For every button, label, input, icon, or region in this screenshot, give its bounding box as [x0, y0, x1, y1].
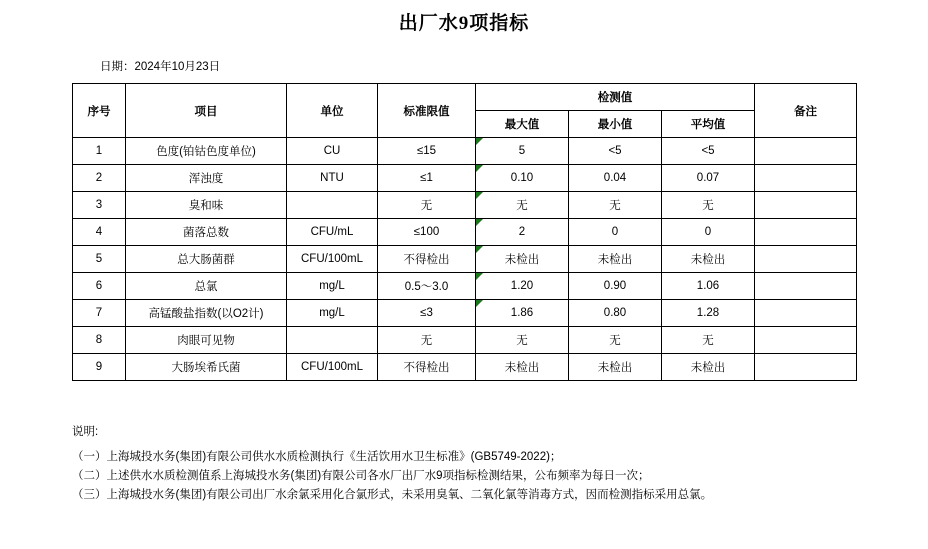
cell-limit: 无 — [378, 327, 476, 354]
cell-limit: ≤15 — [378, 138, 476, 165]
cell-no: 1 — [73, 138, 126, 165]
header-no: 序号 — [73, 84, 126, 138]
cell-item: 色度(铂钴色度单位) — [126, 138, 287, 165]
cell-no: 8 — [73, 327, 126, 354]
corner-marker-icon — [476, 246, 483, 253]
cell-min: 0 — [569, 219, 662, 246]
cell-max: 未检出 — [476, 246, 569, 273]
cell-max: 未检出 — [476, 354, 569, 381]
cell-item: 高锰酸盐指数(以O2计) — [126, 300, 287, 327]
cell-max: 无 — [476, 192, 569, 219]
cell-limit: ≤1 — [378, 165, 476, 192]
cell-remark — [755, 273, 857, 300]
header-avg: 平均值 — [662, 111, 755, 138]
cell-min: 0.04 — [569, 165, 662, 192]
cell-max: 1.20 — [476, 273, 569, 300]
cell-limit: 无 — [378, 192, 476, 219]
header-item: 项目 — [126, 84, 287, 138]
header-remark: 备注 — [755, 84, 857, 138]
cell-min: <5 — [569, 138, 662, 165]
cell-remark — [755, 138, 857, 165]
water-quality-table — [72, 83, 857, 381]
table-row — [73, 165, 857, 192]
cell-min: 0.80 — [569, 300, 662, 327]
cell-no: 7 — [73, 300, 126, 327]
header-limit: 标准限值 — [378, 84, 476, 138]
corner-marker-icon — [476, 273, 483, 280]
cell-limit: 0.5～3.0 — [378, 273, 476, 300]
table-row — [73, 300, 857, 327]
cell-limit: 不得检出 — [378, 246, 476, 273]
cell-no: 9 — [73, 354, 126, 381]
table-row — [73, 138, 857, 165]
cell-unit: mg/L — [287, 273, 378, 300]
table-header-row-1 — [73, 84, 857, 111]
cell-item: 大肠埃希氏菌 — [126, 354, 287, 381]
cell-no: 5 — [73, 246, 126, 273]
cell-item: 总氯 — [126, 273, 287, 300]
header-max: 最大值 — [476, 111, 569, 138]
notes-line-2: （二）上述供水水质检测值系上海城投水务(集团)有限公司各水厂出厂水9项指标检测结果，公布频率为每日一次； — [72, 470, 650, 482]
cell-remark — [755, 300, 857, 327]
cell-limit: 不得检出 — [378, 354, 476, 381]
cell-no: 2 — [73, 165, 126, 192]
table-row — [73, 219, 857, 246]
cell-unit — [287, 327, 378, 354]
cell-avg: 0.07 — [662, 165, 755, 192]
cell-item: 菌落总数 — [126, 219, 287, 246]
cell-no: 4 — [73, 219, 126, 246]
corner-marker-icon — [476, 192, 483, 199]
table-head — [73, 84, 857, 138]
cell-avg: 1.06 — [662, 273, 755, 300]
cell-min: 无 — [569, 327, 662, 354]
cell-item: 肉眼可见物 — [126, 327, 287, 354]
cell-unit: CFU/mL — [287, 219, 378, 246]
cell-max: 2 — [476, 219, 569, 246]
cell-item: 总大肠菌群 — [126, 246, 287, 273]
cell-min: 未检出 — [569, 246, 662, 273]
notes-title: 说明: — [72, 426, 99, 438]
cell-max: 5 — [476, 138, 569, 165]
cell-avg: 无 — [662, 327, 755, 354]
cell-avg: 未检出 — [662, 354, 755, 381]
cell-min: 未检出 — [569, 354, 662, 381]
cell-remark — [755, 192, 857, 219]
table-body — [73, 138, 857, 381]
table-row — [73, 273, 857, 300]
cell-remark — [755, 246, 857, 273]
cell-limit: ≤100 — [378, 219, 476, 246]
report-date: 日期：2024年10月23日 — [100, 61, 221, 73]
cell-remark — [755, 165, 857, 192]
notes-line-1: （一）上海城投水务(集团)有限公司供水水质检测执行《生活饮用水卫生标准》(GB5749-2022)； — [72, 451, 562, 463]
table-row — [73, 327, 857, 354]
cell-min: 无 — [569, 192, 662, 219]
cell-unit: CFU/100mL — [287, 246, 378, 273]
water-quality-table-wrapper — [72, 83, 857, 381]
cell-unit: CU — [287, 138, 378, 165]
cell-avg: 未检出 — [662, 246, 755, 273]
cell-no: 6 — [73, 273, 126, 300]
notes-line-3: （三）上海城投水务(集团)有限公司出厂水余氯采用化合氯形式，未采用臭氧、二氧化氯等消毒方式，因而检测指标采用总氯。 — [72, 489, 713, 501]
cell-unit: mg/L — [287, 300, 378, 327]
corner-marker-icon — [476, 219, 483, 226]
cell-unit — [287, 192, 378, 219]
cell-avg: 1.28 — [662, 300, 755, 327]
notes-section — [72, 423, 712, 505]
header-unit: 单位 — [287, 84, 378, 138]
page-title: 出厂水9项指标 — [398, 13, 530, 34]
corner-marker-icon — [476, 165, 483, 172]
cell-avg: 0 — [662, 219, 755, 246]
cell-limit: ≤3 — [378, 300, 476, 327]
cell-max: 无 — [476, 327, 569, 354]
table-row — [73, 192, 857, 219]
cell-max: 1.86 — [476, 300, 569, 327]
cell-max: 0.10 — [476, 165, 569, 192]
cell-item: 浑浊度 — [126, 165, 287, 192]
cell-unit: NTU — [287, 165, 378, 192]
cell-remark — [755, 354, 857, 381]
header-min: 最小值 — [569, 111, 662, 138]
cell-remark — [755, 219, 857, 246]
cell-no: 3 — [73, 192, 126, 219]
table-row — [73, 354, 857, 381]
cell-remark — [755, 327, 857, 354]
cell-unit: CFU/100mL — [287, 354, 378, 381]
cell-min: 0.90 — [569, 273, 662, 300]
cell-avg: 无 — [662, 192, 755, 219]
cell-avg: <5 — [662, 138, 755, 165]
cell-item: 臭和味 — [126, 192, 287, 219]
corner-marker-icon — [476, 138, 483, 145]
table-row — [73, 246, 857, 273]
corner-marker-icon — [476, 300, 483, 307]
header-detection: 检测值 — [476, 84, 755, 111]
